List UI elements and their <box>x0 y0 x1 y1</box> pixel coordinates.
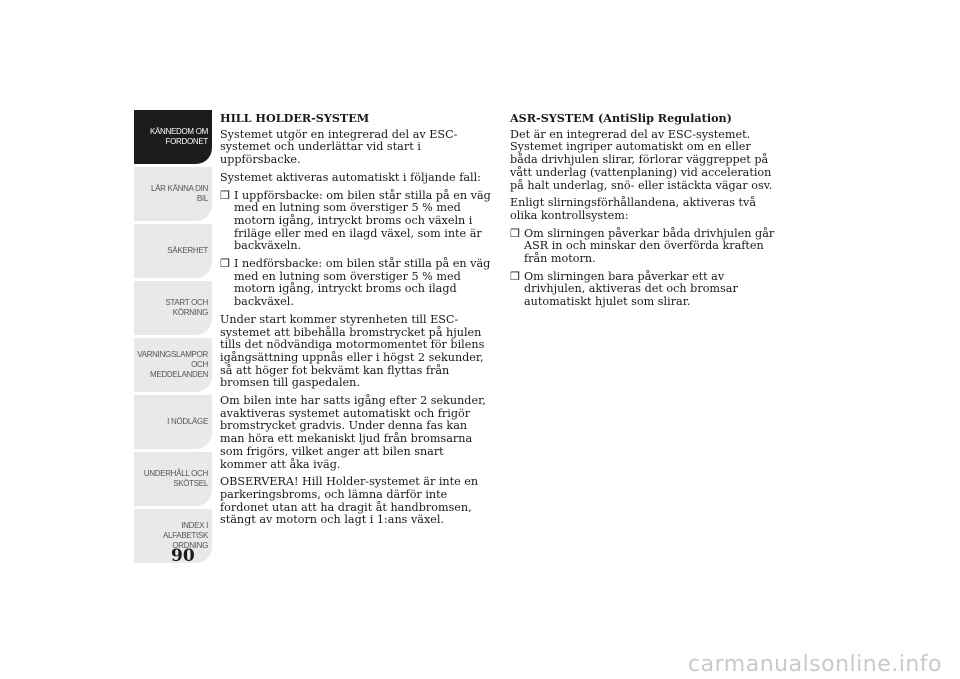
section-heading: ASR-SYSTEM (AntiSlip Regulation) <box>510 111 732 125</box>
checkbox-bullet-icon: ❒ <box>220 257 231 271</box>
tab-underhall-och-skotsel[interactable] <box>134 452 212 506</box>
list-item <box>510 228 778 266</box>
paragraph: Systemet aktiveras automatiskt i följande fall: <box>220 170 481 184</box>
list-item <box>220 190 492 254</box>
tab-label: LÄR KÄNNA DIN BIL <box>150 184 208 203</box>
tab-label: UNDERHÅLL OCH SKÖTSEL <box>143 469 208 488</box>
paragraph: Under start kommer styrenheten till ESC-systemet att bibehålla bromstrycket på hjulen tills det nödvändiga motormomentet för bilens igångsättning uppnås eller i högst 2 sekunder, så att höger fot bekvämt kan flyttas från bromsen till gaspedalen. <box>220 312 485 390</box>
tab-i-nodlage[interactable] <box>134 395 212 449</box>
asr-section <box>510 112 778 314</box>
paragraph: Enligt slirningsförhållandena, aktiveras två olika kontrollsystem: <box>510 196 757 222</box>
checkbox-bullet-icon: ❒ <box>510 269 521 283</box>
list-item-text: Om slirningen bara påverkar ett av drivhjulen, aktiveras det och bromsar automatiskt hjulet som slirar. <box>524 269 738 309</box>
tab-label: SÄKERHET <box>167 246 208 255</box>
tab-label: I NÖDLÄGE <box>167 417 208 426</box>
tab-lar-kanna-din-bil[interactable] <box>134 167 212 221</box>
paragraph: Det är en integrerad del av ESC-systemet. Systemet ingriper automatiskt om en eller båda drivhjulen slirar, förlorar väggreppet på vått underlag (vattenplaning) vid acceleration på halt underlag, snö- eller istäckta vägar osv. <box>510 127 773 192</box>
checkbox-bullet-icon: ❒ <box>220 188 231 202</box>
hill-holder-section <box>220 112 492 532</box>
note-paragraph: OBSERVERA! Hill Holder-systemet är inte en parkeringsbroms, och lämna därför inte fordonet utan att ha dragit åt handbromsen, stängt av motorn och lagt i 1:ans växel. <box>220 475 479 527</box>
checkbox-bullet-icon: ❒ <box>510 226 521 240</box>
list-item-text: Om slirningen påverkar båda drivhjulen går ASR in och minskar den överförda kraften från motorn. <box>524 226 775 266</box>
list-item-text: I uppförsbacke: om bilen står stilla på en väg med en lutning som överstiger 5 % med motorn igång, intryckt broms och växeln i friläge eller med en ilagd växel, som inte är backväxeln. <box>234 188 491 253</box>
page-number: 90 <box>171 546 195 566</box>
section-heading: HILL HOLDER-SYSTEM <box>220 111 370 125</box>
chapter-tabs <box>134 110 212 566</box>
tab-label: START OCH KÖRNING <box>165 298 208 317</box>
watermark: carmanualsonline.info <box>688 652 942 677</box>
tab-label: INDEX I ALFABETISK ORDNING <box>162 521 208 550</box>
tab-kannedom-om-fordonet[interactable] <box>134 110 212 164</box>
paragraph: Om bilen inte har satts igång efter 2 sekunder, avaktiveras systemet automatiskt och frigör bromstrycket gradvis. Under denna fas kan man höra ett mekaniskt ljud från bromsarna som frigörs, vilket anger att bilen snart kommer att åka iväg. <box>220 394 486 471</box>
tab-label: KÄNNEDOM OM FORDONET <box>149 127 208 146</box>
paragraph: Systemet utgör en integrerad del av ESC-systemet och underlättar vid start i uppförsbacke. <box>220 127 458 167</box>
list-item <box>510 271 778 309</box>
tab-varningslampor[interactable] <box>134 338 212 392</box>
list-item <box>220 258 492 309</box>
tab-start-och-korning[interactable] <box>134 281 212 335</box>
tab-label: VARNINGSLAMPOR OCH MEDDELANDEN <box>137 350 208 379</box>
list-item-text: I nedförsbacke: om bilen står stilla på en väg med en lutning som överstiger 5 % med motorn igång, intryckt broms och ilagd backväxel. <box>234 257 491 309</box>
tab-sakerhet[interactable] <box>134 224 212 278</box>
